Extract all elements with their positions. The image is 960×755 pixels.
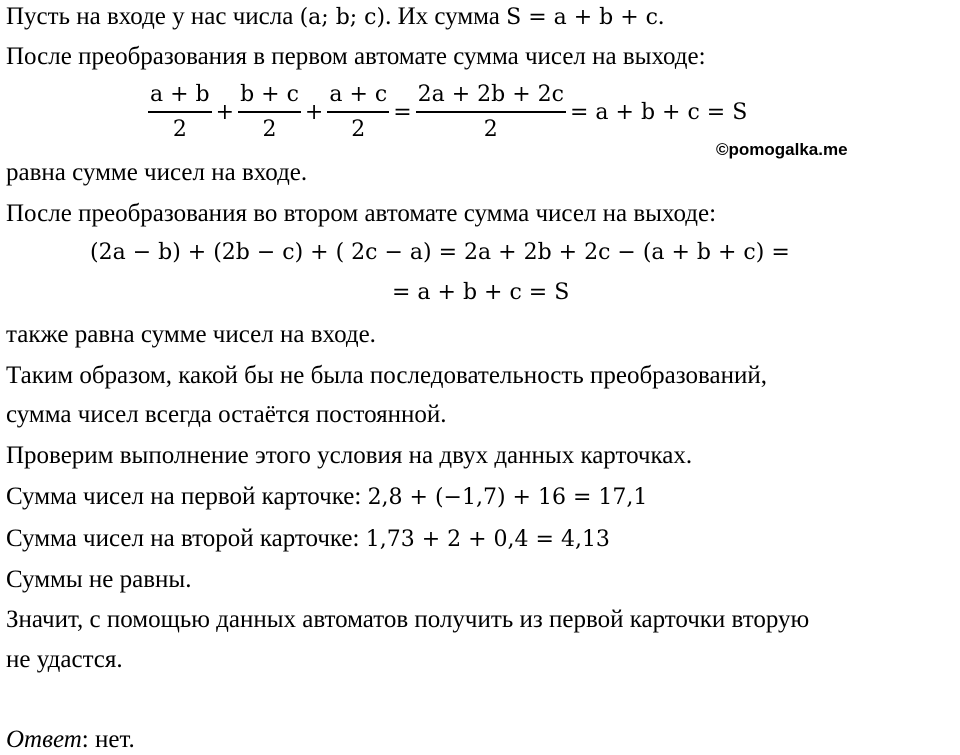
card-2-label: Сумма чисел на второй карточке:: [6, 525, 366, 552]
fraction-ac: [327, 82, 389, 142]
answer-label: Ответ: [6, 726, 82, 753]
fraction-ab-denominator: 2: [172, 117, 187, 142]
line-check: Проверим выполнение этого условия на двух данных карточках.: [6, 442, 693, 469]
line-sums-not-equal: Суммы не равны.: [6, 566, 192, 593]
line-final-2: не удастся.: [6, 646, 123, 673]
line-first-automaton: После преобразования в первом автомате сумма чисел на выходе:: [6, 43, 706, 70]
formula-first-automaton: [148, 82, 751, 142]
fraction-ab-numerator: a + b: [148, 82, 212, 113]
plus-sign-1: +: [215, 99, 235, 125]
fraction-bc-numerator: b + c: [238, 82, 301, 113]
line-equals-input: равна сумме чисел на входе.: [6, 159, 308, 186]
formula-second-automaton-continued: = a + b + c = S: [392, 280, 570, 305]
plus-sign-2: +: [304, 99, 324, 125]
line-conclusion-1: Таким образом, какой бы не была последовательность преобразований,: [6, 362, 767, 389]
formula-result: = a + b + c = S: [569, 99, 748, 125]
line-also-equals: также равна сумме чисел на входе.: [6, 321, 376, 348]
line-conclusion-2: сумма чисел всегда остаётся постоянной.: [6, 401, 447, 428]
fraction-sum: [416, 82, 566, 142]
equals-sign-1: =: [393, 99, 412, 125]
intro-math-triple: (a; b; c): [299, 5, 386, 30]
line-intro: [6, 2, 664, 33]
line-final-1: Значит, с помощью данных автоматов получить из первой карточки вторую: [6, 606, 810, 633]
answer-text: : нет.: [81, 726, 135, 753]
intro-text-3: .: [658, 3, 665, 30]
line-second-automaton: После преобразования во втором автомате сумма чисел на выходе:: [6, 200, 717, 227]
intro-text-2: . Их сумма: [385, 3, 507, 30]
line-answer: [6, 725, 135, 755]
fraction-sum-numerator: 2a + 2b + 2c: [416, 82, 566, 113]
fraction-ab: [148, 82, 212, 142]
line-card-2: [6, 524, 610, 555]
card-1-label: Сумма чисел на первой карточке:: [6, 483, 368, 510]
formula-second-automaton: (2a − b) + (2b − c) + ( 2c − a) = 2a + 2b + 2c − (a + b + c) =: [90, 240, 790, 265]
intro-math-sum: S = a + b + c: [506, 5, 659, 30]
line-card-1: [6, 482, 647, 513]
card-1-sum: 2,8 + (−1,7) + 16 = 17,1: [367, 485, 648, 510]
fraction-bc-denominator: 2: [262, 117, 277, 142]
intro-text: Пусть на входе у нас числа: [6, 3, 300, 30]
watermark: ©pomogalka.me: [716, 140, 848, 159]
fraction-sum-denominator: 2: [483, 117, 498, 142]
card-2-sum: 1,73 + 2 + 0,4 = 4,13: [365, 527, 610, 552]
fraction-bc: [238, 82, 301, 142]
fraction-ac-numerator: a + c: [327, 82, 389, 113]
fraction-ac-denominator: 2: [351, 117, 366, 142]
